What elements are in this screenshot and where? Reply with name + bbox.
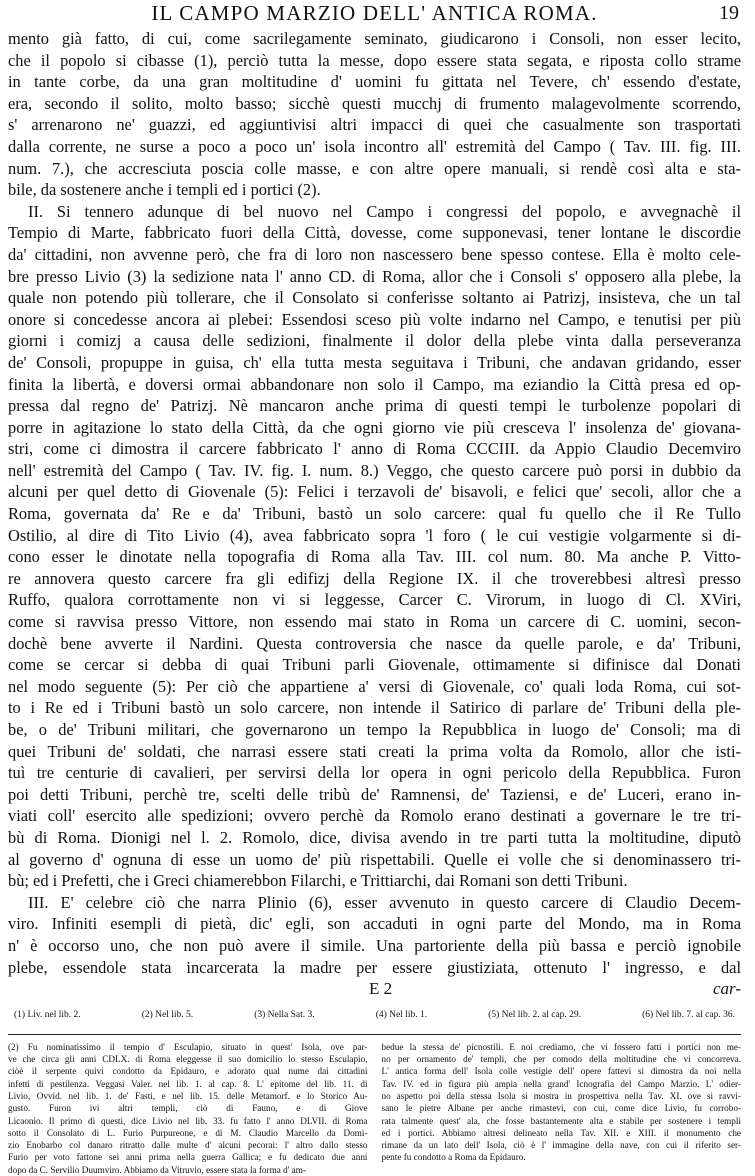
scholia-line: Tav. IV. ed in figura più ampia nella grand' Icnografia del Campo Marzio. L' odier- <box>381 1078 741 1089</box>
text-line: de' Consoli, propuppe in guisa, ch' ella tutta mesta seguitava i Tribuni, che andavan gridando, esser <box>8 352 741 372</box>
signature-mark: E 2 <box>368 979 393 999</box>
scholia-line: no per ornamento de' templi, che per comodo della moltitudine che vi concorreva. <box>381 1054 741 1065</box>
text-line: bù; ed i Prefetti, che i Greci chiamerebbon Filarchi, e Trittiarchi, dai Romani son detti Tribuni. <box>8 871 628 891</box>
text-line: Ostilio, al dire di Tito Livio (4), avea fabbricato sopra 'l foro ( le cui vestigie volgarmente si di- <box>8 525 741 545</box>
text-line: Tempio di Marte, fabbricato fuori della Città, dovesse, come supponevasi, tener lontane le discordie <box>8 223 741 243</box>
footnote-item: (1) Liv. nel lib. 2. <box>14 1009 81 1020</box>
text-line: viro. Infiniti esempli di pietà, dic' egli, son accaduti in ogni parte del Mondo, ma in Roma <box>8 914 741 934</box>
text-line: quale non potendo più tollerare, che il Consolato si conferisse soltanto ai Patrizj, insisteva, che un tal <box>8 288 741 308</box>
scholia-line: rimane da un lato dell' Isola, ciò è l' immagine della nave, con cui il riferito ser- <box>381 1140 741 1151</box>
page-header <box>8 0 741 26</box>
text-line: porre in agitazione lo stato della Città, da che ogni giorno vie più cresceva l' insolenza de' giovana- <box>8 417 741 437</box>
text-line: n' è occorso uno, che non può avere il simile. Una partoriente della più bassa e perciò ignobile <box>8 935 741 955</box>
scholia-line: (2) Fu nominatissimo il tempio d' Esculapio, situato in quest' Isola, ove par- <box>8 1041 368 1052</box>
text-line: come se cercar si debba di quai Tribuni parli Giovenale, ottimamente si difinisce dal Donati <box>8 655 741 675</box>
text-line: era, secondo il solito, molto basso; sicchè questi mucchj di frumento malagevolmente scorrendo, <box>8 93 741 113</box>
text-line: nell' estremità del Campo ( Tav. IV. fig. I. num. 8.) Veggo, che questo carcere può porsi in dubbio da <box>8 460 741 480</box>
footnote-item: (4) Nel lib. 1. <box>375 1009 428 1020</box>
text-line: in tante corbe, da una gran moltitudine d' uomini fu gittata nel Tevere, ch' essendo d'estate, <box>8 72 741 92</box>
text-line: alcuni per quel detto di Giovenale (5): Felici i terzavoli de' bisavoli, e felici que' secoli, allor che a <box>8 482 741 502</box>
scholia-line: sotto il Consolato di L. Furio Purpureone, e di M. Claudio Marcello da Domi- <box>8 1127 368 1138</box>
scholia-left-column <box>8 1041 368 1176</box>
main-text <box>8 28 741 978</box>
scholia-line: no aspetto poi della stessa Isola si mostra in prospettiva nella Tav. XI. ove si ravvi- <box>381 1090 741 1101</box>
scholia-line: L' antica forma dell' Isola colle vestigie dell' opere fattevi si dimostra da noi nella <box>381 1066 741 1077</box>
scholia-line: sano le pietre Albane per anche rimastevi, con cui, come dice Livio, fu corrobo- <box>381 1103 741 1114</box>
scholia-right-column <box>382 1041 742 1176</box>
running-title: IL CAMPO MARZIO DELL' ANTICA ROMA. <box>151 1 598 25</box>
scholia-line: dopo da C. Servilio Duumviro. Abbiamo da Vitruvio, essere stata la forma d' am- <box>8 1164 306 1175</box>
footnote-item: (5) Nel lib. 2. al cap. 29. <box>488 1009 582 1020</box>
footnote-item: (3) Nella Sat. 3. <box>254 1009 315 1020</box>
scholia-line: ed i portici. Abbiamo altresì delineato nella Tav. XII. e XIII. il monumento che <box>381 1127 741 1138</box>
scholia-line: Furio per voto fattone sei anni prima nella guerra Gallica; e fu dedicato due anni <box>8 1152 368 1163</box>
text-line: III. E' celebre ciò che narra Plinio (6), esser avvenuto in questo carcere di Claudio Decem- <box>28 892 741 912</box>
text-line: be, o de' Tribuni militari, che governarono un tempo la Repubblica in luogo de' Consoli; ma di <box>8 720 741 739</box>
text-line: quei Tribuni de' soldati, che narrasi essere stati creati la prima volta da Romolo, allor che isti- <box>8 741 741 761</box>
scholia-line: ciòè il serpente quivi condotto da Epidauro, e adorato qual nume dai cittadini <box>8 1066 368 1077</box>
text-line: re annovera questo carcere fra gli edifizj della Regione IX. il che troverebbesi altresì presso <box>8 568 741 588</box>
scholia-line: gusto. Furon ivi altri templi, ciò di Fauno, e di Giove <box>8 1103 368 1114</box>
footnote-item: (2) Nel lib. 5. <box>141 1009 194 1020</box>
text-line: onore si concedesse ancora ai plebei: Essendosi sceso più volte indarno nel Campo, e tenutisi per più <box>8 309 741 329</box>
scholia-line: bedue la stessa de' picnostili. E noi crediamo, che vi fossero fatti i portici non me- <box>381 1041 741 1052</box>
scholia-notes <box>8 1041 741 1176</box>
page-number: 19 <box>719 2 739 24</box>
signature-row <box>8 978 741 1000</box>
text-line: bile, da sostenere anche i templi ed i portici (2). <box>8 180 321 200</box>
text-line: dochè bene avverte il Nardini. Questa controversia che nasce da quelle parole, e da' Tribuni, <box>8 633 741 653</box>
text-line: che il popolo si cibasse (1), perciò tutta la messe, dopo essere stata segata, e riposta collo strame <box>8 50 741 70</box>
text-line: come si ravvisa presso Vittore, non essendo mai stato in Roma un carcere di C. uomini, secon- <box>8 612 741 632</box>
text-line: finita la libertà, e doversi ormai abbandonare non solo il Campo, ma eziandio la Città presa ed op- <box>8 374 741 394</box>
text-line: II. Si tennero adunque di bel nuovo nel Campo i congressi del popolo, e avvegnachè il <box>28 201 741 221</box>
text-line: giorni i comizj a causa delle sedizioni, finalmente il dolor della plebe vinta dalla perseveranza <box>8 331 741 351</box>
text-line: bre presso Livio (3) la sedizione nata l' anno CD. di Roma, allor che i Consoli s' opposero alla plebe, la <box>8 266 741 286</box>
text-line: Ruffo, qualora corrottamente non vi si leggesse, Carcer C. Virorum, in luogo di Cl. XViri, <box>8 590 741 610</box>
scholia-line: rata talmente quest' ala, che fosse bastantemente alta e stabile per sostenere i templi <box>381 1115 741 1126</box>
text-line: cono esser le dinotate nella topografia di Roma alla Tav. III. col num. 80. Ma anche P. Vitto- <box>8 547 741 567</box>
scholia-line: infetti di pestilenza. Veggasi Valer. nel lib. 1. al cap. 8. L' epitome del lib. 11. di <box>8 1078 368 1089</box>
scholia-line: Licaonio. Il primo di questi, dice Livio nel lib. 33. fu fatto l' anno DLVII. di Roma <box>8 1115 368 1126</box>
scholia-line: zio Enobarbo col danaro ritratto dalle multe d' alcuni pecorai: l' altro dallo stesso <box>8 1140 368 1151</box>
scholia-line: pente fu condotto a Roma da Epidauro. <box>381 1152 526 1163</box>
text-line: num. 7.), che accresciuta poscia colle masse, e con altre opere manuali, si rendè così alta e sta- <box>8 158 741 178</box>
footnote-item: (6) Nel lib. 7. al cap. 36. <box>642 1009 735 1020</box>
text-line: poi detti Tribuni, perchè tre, scelti delle tribù de' Ramnensi, de' Taziensi, e de' Luceri, erano in- <box>8 784 741 804</box>
scholia-divider <box>8 1034 741 1035</box>
scholia-line: Livio, Ovvid. nel lib. 1. de' Fasti, e nel lib. 15. delle Metamorf. e lo Storico Au- <box>8 1090 368 1101</box>
text-line: viati coll' esercito alle spedizioni; ovvero perchè da Romolo erano destinati a governare le tre tri- <box>8 806 741 826</box>
text-line: s' arrenarono ne' guazzi, ed aggiuntivisi altri impacci di quei che casualmente son trasportati <box>8 115 741 135</box>
text-line: plebe, essendole stata incarcerata la madre per essere giustiziata, ottenuto l' ingresso, e dal <box>8 957 741 977</box>
text-line: bù di Roma. Dionigi nel l. 2. Romolo, dice, divisa avendo in tre parti tutta la moltitudine, diputò <box>8 827 741 847</box>
text-line: al governo d' ognuna di esse un uomo de' più rispettabili. Quelle ei volle che si denominassero tri- <box>8 849 741 869</box>
text-line: tuì tre centurie di cavalieri, per servirsi della lor opera in ogni pericolo della Repubblica. Furon <box>8 763 741 783</box>
footnote-references <box>8 1010 741 1020</box>
text-line: stri, come ci dimostra il carcere fabbricato l' anno di Roma CCCIII. da Appio Claudio Decemviro <box>8 439 741 459</box>
scholia-line: ve che circa gli anni CDLX. di Roma eleggesse il suo domicilio lo stesso Esculapio, <box>8 1054 368 1065</box>
text-line: nel modo seguente (5): Per ciò che appartiene a' versi di Giovenale, co' quali loda Roma, cui sot- <box>8 676 741 696</box>
text-line: to i Re ed i Tribuni bastò un solo carcere, non intende il Satirico di parlare de' Tribuni della ple- <box>8 698 741 718</box>
text-line: dalla corrente, ne surse a poco a poco un' isola incontro all' estremità del Campo ( Tav. III. fig. III. <box>8 136 741 156</box>
text-line: mento già fatto, di cui, come sacrilegamente seminato, giudicarono i Consoli, non esser lecito, <box>8 29 741 48</box>
text-line: Roma, governata da' Re e da' Tribuni, bastò un solo carcere: qual fu quello che il Re Tullo <box>8 504 741 524</box>
text-line: da' cittadini, non avvenne però, che fra di loro non nascessero bene spesso contese. Ella è molto cele- <box>8 244 741 264</box>
catchword: car- <box>713 979 741 999</box>
text-line: pressa dal regno de' Patrizj. Nè mancaron anche prima di questi tempi le turbolenze popolari di <box>8 396 741 416</box>
